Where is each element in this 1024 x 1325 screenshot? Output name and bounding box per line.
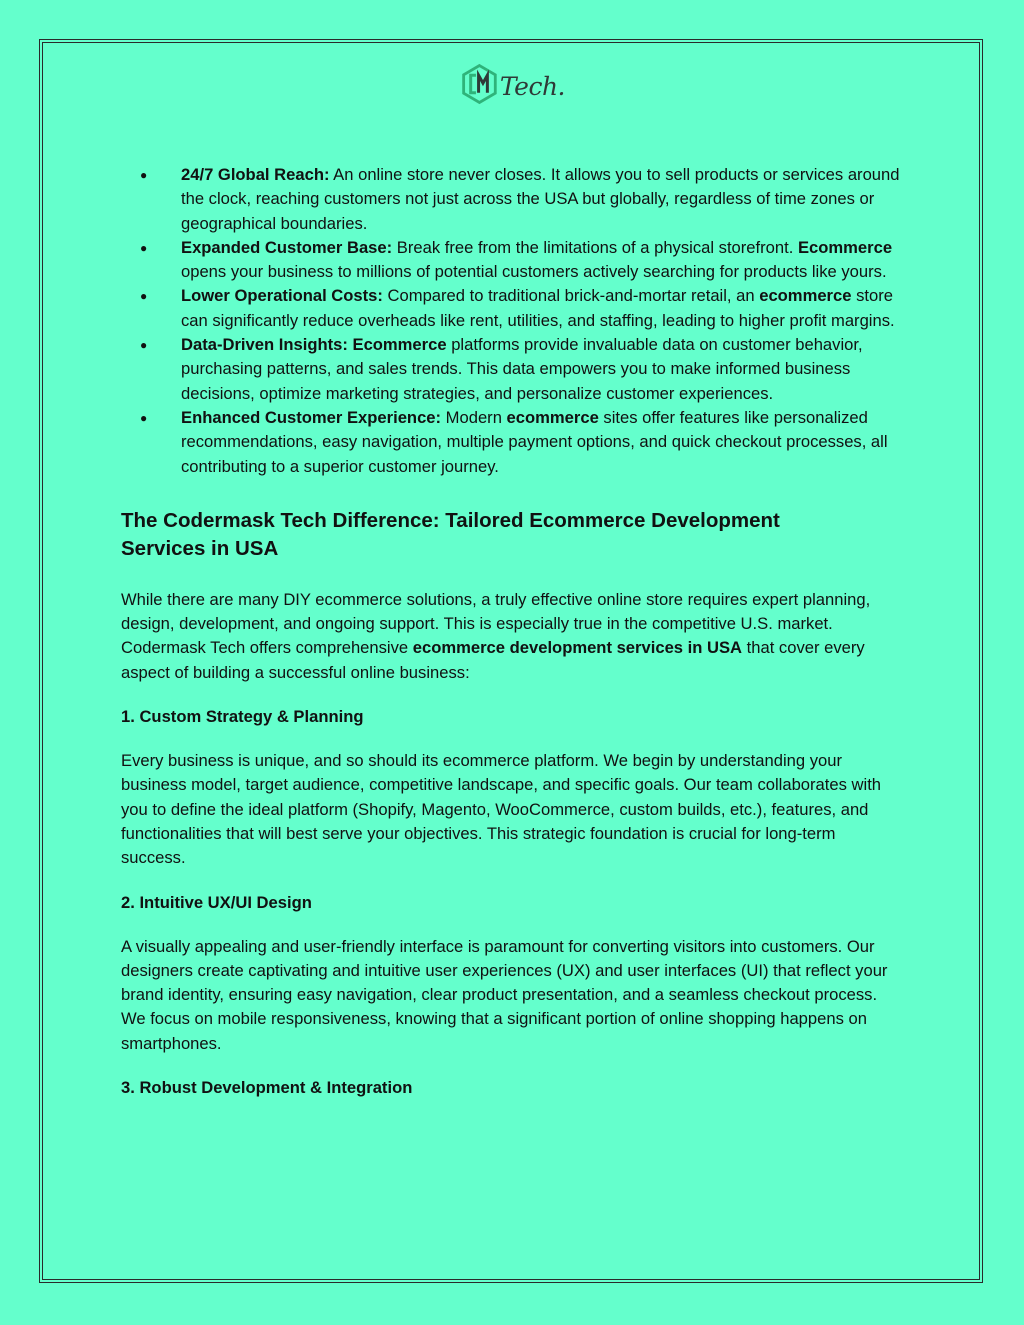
bullet-icon: ● <box>140 289 148 304</box>
benefit-segment: Ecommerce <box>797 237 893 257</box>
benefit-segment: An online store never closes. It allows you to sell products or services around the clock, reaching customers not just across the USA but globally, regardless of time zones or geographical boundaries. <box>181 165 900 233</box>
bullet-icon: ● <box>140 410 148 425</box>
benefit-segment: Expanded Customer Base: <box>181 237 393 257</box>
benefit-segment: ecommerce <box>759 286 852 306</box>
subsection-paragraph: Every business is unique, and so should its ecommerce platform. We begin by understanding your business model, target audience, competitive landscape, and specific goals. Our team collaborates with you to define the ideal platform (Shopify, Magento, WooCommerce, custom builds, etc.), features, and functionalities that will best serve your objectives. This strategic foundation is crucial for long-term success. <box>121 751 882 868</box>
section-heading: The Codermask Tech Difference: Tailored Ecommerce Development Services in USA <box>121 508 780 561</box>
intro-segment: ecommerce development services in USA <box>412 638 743 658</box>
intro-paragraph <box>121 588 901 685</box>
document-content <box>121 163 901 1100</box>
bullet-icon: ● <box>140 338 148 353</box>
benefit-item-data-insights <box>121 333 901 406</box>
intro-segment: While there are many DIY ecommerce solutions, a truly effective online store requires expert planning, design, development, and ongoing support. This is especially true in the competitive U.S. market. Codermask Tech offers comprehensive <box>121 589 871 658</box>
cm-hexagon-logo-icon <box>461 61 498 107</box>
subsection-heading: 1. Custom Strategy & Planning <box>121 707 364 727</box>
benefit-item-customer-base <box>121 236 901 285</box>
bullet-icon: ● <box>140 168 148 182</box>
benefit-item-operational-costs <box>121 284 901 333</box>
intro-segment: that cover every aspect of building a successful online business: <box>121 638 865 682</box>
benefit-segment: Data-Driven Insights: Ecommerce <box>181 335 447 355</box>
subsection-heading: 3. Robust Development & Integration <box>121 1078 413 1098</box>
benefit-segment: platforms provide invaluable data on customer behavior, purchasing patterns, and sales trends. This data empowers you to make informed business decisions, optimize marketing strategies, and personalize customer experiences. <box>181 335 863 403</box>
cm-tech-logo <box>461 60 565 108</box>
benefit-segment: Lower Operational Costs: <box>181 286 383 306</box>
benefit-segment: Break free from the limitations of a physical storefront. <box>392 237 798 257</box>
benefit-segment: sites offer features like personalized recommendations, easy navigation, multiple payment options, and quick checkout processes, all contributing to a superior customer journey. <box>181 407 888 476</box>
subsection-paragraph: A visually appealing and user-friendly interface is paramount for converting visitors into customers. Our designers create captivating and intuitive user experiences (UX) and user interfaces (UI) that reflect your brand identity, ensuring easy navigation, clear product presentation, and a seamless checkout process. We focus on mobile responsiveness, knowing that a significant portion of online shopping happens on smartphones. <box>121 936 888 1053</box>
benefit-segment: 24/7 Global Reach: <box>181 165 330 184</box>
benefits-list <box>121 163 901 479</box>
benefit-segment: Enhanced Customer Experience: <box>181 407 442 427</box>
logo-wordmark: Tech. <box>499 71 565 101</box>
benefit-item-customer-experience <box>121 406 901 479</box>
subsection-heading: 2. Intuitive UX/UI Design <box>121 892 312 912</box>
benefit-segment: store can significantly reduce overheads like rent, utilities, and staffing, leading to higher profit margins. <box>181 286 895 330</box>
benefit-segment: Compared to traditional brick-and-mortar retail, an <box>382 286 760 306</box>
benefit-segment: Modern <box>441 407 507 427</box>
benefit-segment: ecommerce <box>506 407 599 427</box>
benefit-segment: opens your business to millions of potential customers actively searching for products like yours. <box>181 262 887 282</box>
bullet-icon: ● <box>140 240 148 255</box>
benefit-item-global-reach <box>121 163 901 236</box>
